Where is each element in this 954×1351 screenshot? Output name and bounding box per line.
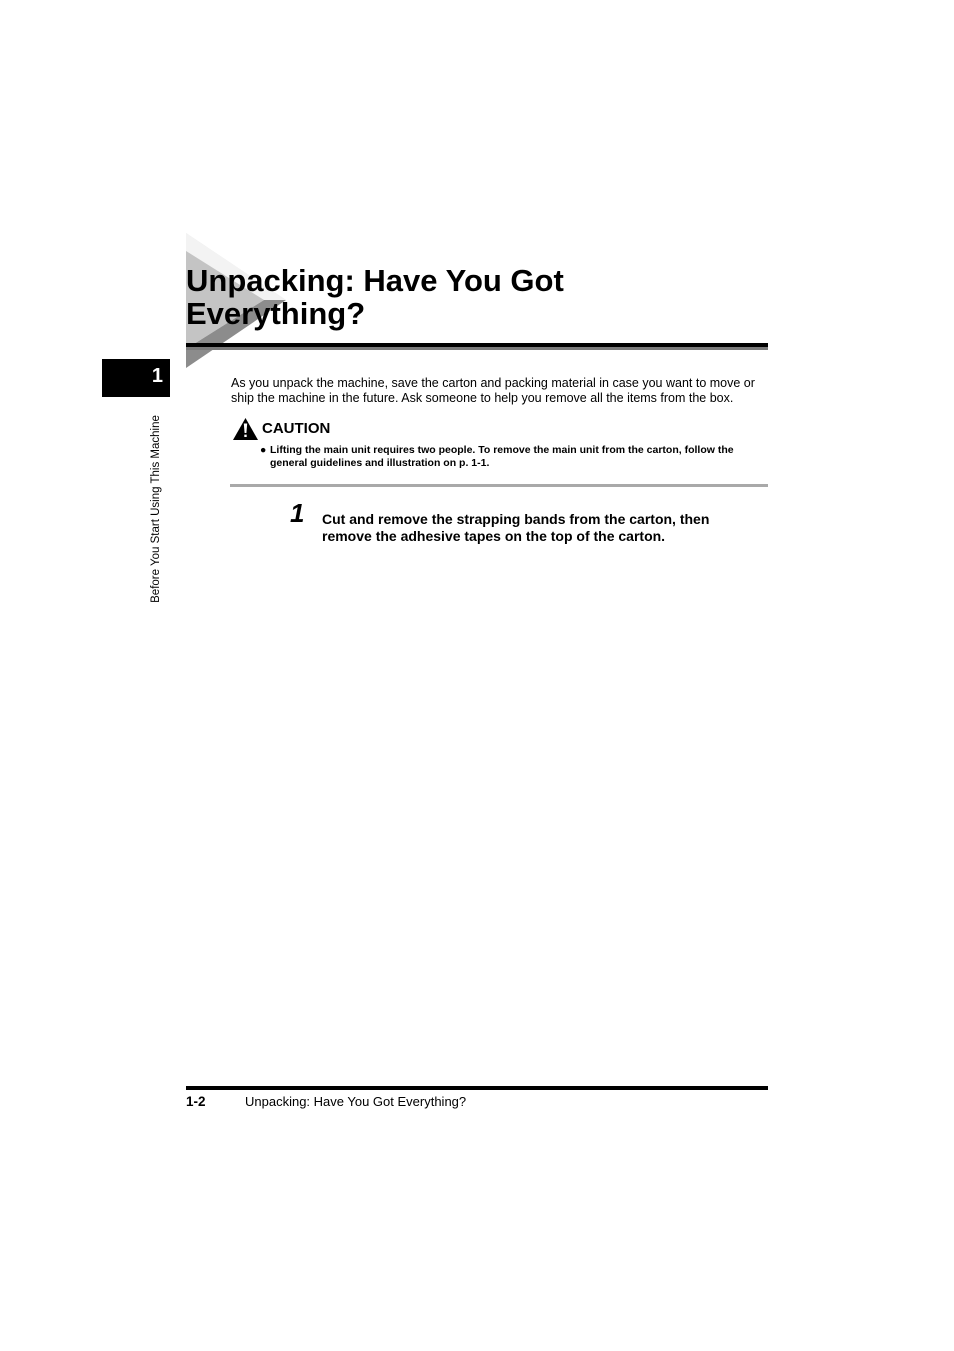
bullet-icon: ● — [260, 444, 267, 456]
caution-header — [232, 417, 330, 441]
title-rule-shadow — [186, 347, 768, 350]
caution-list-item — [260, 444, 770, 469]
footer-page-number: 1-2 — [186, 1094, 206, 1109]
step-text: Cut and remove the strapping bands from the carton, then remove the adhesive tapes on the top of the carton. — [322, 511, 710, 544]
footer-rule — [186, 1086, 768, 1090]
page-title: Unpacking: Have You Got Everything? — [186, 263, 564, 331]
caution-label: CAUTION — [262, 420, 331, 437]
chapter-tab — [102, 359, 170, 397]
footer-section-title: Unpacking: Have You Got Everything? — [245, 1094, 467, 1109]
intro-paragraph: As you unpack the machine, save the carton and packing material in case you want to move or ship the machine in the future. Ask someone to help you remove all the items from the box. — [231, 376, 755, 405]
warning-triangle-icon — [232, 417, 259, 441]
caution-item-text: Lifting the main unit requires two people. To remove the main unit from the carton, follow the general guidelines and illustration on p. 1-1. — [270, 444, 734, 469]
section-divider — [230, 484, 768, 487]
step-number: 1 — [290, 498, 305, 528]
chapter-number: 1 — [151, 365, 163, 387]
chapter-side-label: Before You Start Using This Machine — [150, 415, 162, 603]
